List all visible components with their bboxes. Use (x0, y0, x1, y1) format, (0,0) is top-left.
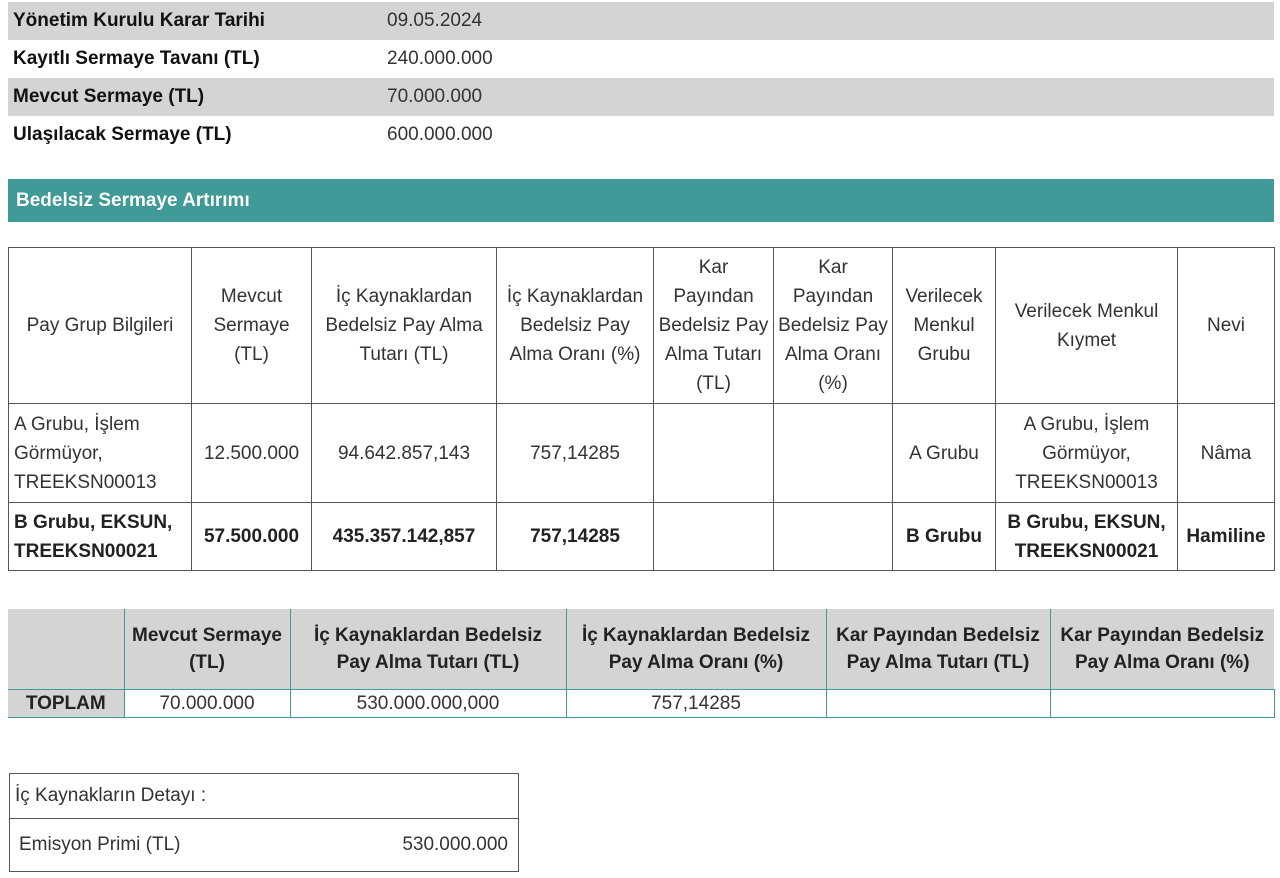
column-header: İç Kaynaklardan Bedelsiz Pay Alma Oranı (%) (566, 609, 826, 690)
totals-row (8, 690, 1274, 718)
column-header (8, 609, 124, 690)
column-header: İç Kaynaklardan Bedelsiz Pay Alma Tutarı (TL) (312, 248, 497, 404)
column-header: Kar Payından Bedelsiz Pay Alma Tutarı (TL) (654, 248, 774, 404)
table-cell: 70.000.000 (124, 690, 290, 718)
column-header: İç Kaynaklardan Bedelsiz Pay Alma Tutarı (TL) (290, 609, 566, 690)
detail-label: Emisyon Primi (TL) (19, 834, 181, 855)
table-cell: 94.642.857,143 (312, 404, 497, 503)
detail-row (10, 819, 518, 871)
column-header: Pay Grup Bilgileri (9, 248, 192, 404)
column-header: Verilecek Menkul Kıymet (996, 248, 1178, 404)
summary-value: 600.000.000 (387, 124, 493, 145)
summary-row (8, 40, 1274, 78)
table-cell (774, 404, 893, 503)
summary-value: 240.000.000 (387, 48, 493, 69)
table-cell (826, 690, 1050, 718)
table-cell: 57.500.000 (192, 503, 312, 571)
totals-header-row (8, 609, 1274, 690)
summary-row (8, 78, 1274, 116)
totals-table (8, 609, 1275, 718)
column-header: Mevcut Sermaye (TL) (124, 609, 290, 690)
column-header: Mevcut Sermaye (TL) (192, 248, 312, 404)
table-row (9, 503, 1275, 571)
summary-label: Ulaşılacak Sermaye (TL) (13, 124, 232, 145)
column-header: Nevi (1178, 248, 1275, 404)
summary-row (8, 116, 1274, 154)
table-cell (654, 404, 774, 503)
column-header: Verilecek Menkul Grubu (893, 248, 996, 404)
detail-title: İç Kaynakların Detayı : (10, 774, 518, 819)
table-cell: Nâma (1178, 404, 1275, 503)
table-cell: 757,14285 (497, 404, 654, 503)
internal-resources-detail (9, 773, 519, 872)
table-header-row (9, 248, 1275, 404)
table-cell: 757,14285 (497, 503, 654, 571)
table-cell: 12.500.000 (192, 404, 312, 503)
table-cell: 757,14285 (566, 690, 826, 718)
table-cell: 435.357.142,857 (312, 503, 497, 571)
share-group-table (8, 247, 1275, 571)
detail-value: 530.000.000 (402, 834, 508, 855)
section-title: Bedelsiz Sermaye Artırımı (8, 179, 1274, 222)
summary-label: Kayıtlı Sermaye Tavanı (TL) (13, 48, 260, 69)
table-cell (654, 503, 774, 571)
table-cell (774, 503, 893, 571)
table-cell: B Grubu, EKSUN, TREEKSN00021 (9, 503, 192, 571)
table-cell: A Grubu, İşlem Görmüyor, TREEKSN00013 (9, 404, 192, 503)
column-header: Kar Payından Bedelsiz Pay Alma Oranı (%) (774, 248, 893, 404)
column-header: Kar Payından Bedelsiz Pay Alma Oranı (%) (1050, 609, 1274, 690)
table-cell: B Grubu (893, 503, 996, 571)
summary-value: 70.000.000 (387, 86, 483, 107)
capital-summary (8, 2, 1274, 154)
totals-label: TOPLAM (8, 690, 124, 718)
column-header: Kar Payından Bedelsiz Pay Alma Tutarı (TL) (826, 609, 1050, 690)
table-cell: A Grubu, İşlem Görmüyor, TREEKSN00013 (996, 404, 1178, 503)
summary-value: 09.05.2024 (387, 10, 483, 31)
table-cell: A Grubu (893, 404, 996, 503)
summary-label: Yönetim Kurulu Karar Tarihi (13, 10, 265, 31)
summary-row (8, 2, 1274, 40)
table-cell: Hamiline (1178, 503, 1275, 571)
table-cell: 530.000.000,000 (290, 690, 566, 718)
summary-label: Mevcut Sermaye (TL) (13, 86, 205, 107)
table-row (9, 404, 1275, 503)
table-cell: B Grubu, EKSUN, TREEKSN00021 (996, 503, 1178, 571)
table-cell (1050, 690, 1274, 718)
column-header: İç Kaynaklardan Bedelsiz Pay Alma Oranı (%) (497, 248, 654, 404)
